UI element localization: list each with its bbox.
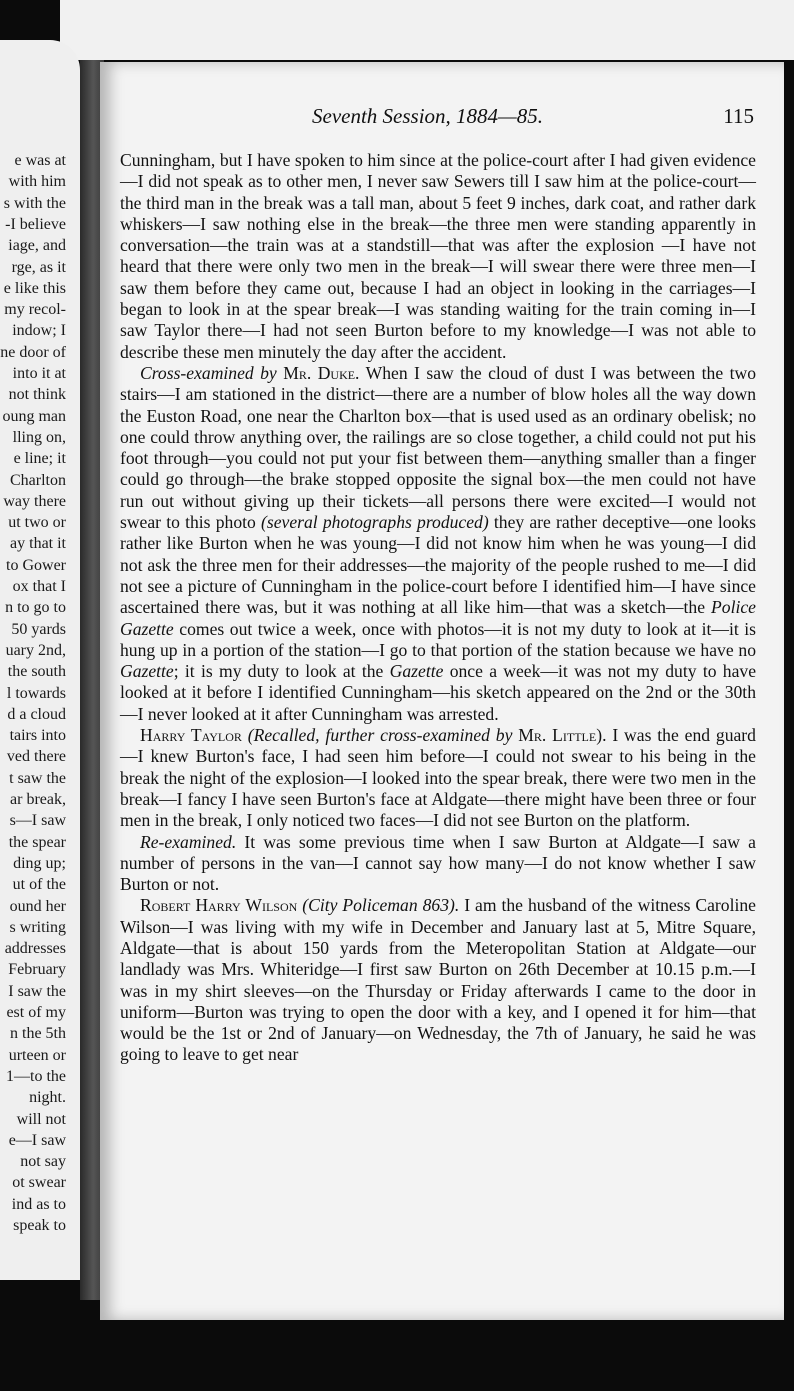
left-page-line: Charlton (10, 471, 66, 489)
paragraph-3-text: I was the end guard—I knew Burton's face, I had seen him before—I could not swear to his being in the break the night of the explosion—I looked into the spear break, there were two men in the break—I fancy I have seen Burton's face at Aldgate—there might have been three or four men in the break, I only noticed two faces—I did not see Burton on the platform. (120, 725, 756, 831)
paragraph-2 (120, 363, 756, 725)
left-page-line: iage, and (8, 237, 66, 255)
witness-name: Harry Taylor (140, 725, 242, 746)
re-examined-label: Re-examined. (140, 831, 237, 852)
examiner-name: Mr. Duke. (283, 362, 360, 383)
left-page-line: ut two or (8, 514, 66, 532)
left-page-line: ne door of (0, 343, 66, 361)
paragraph-2-text-a: When I saw the cloud of dust I was between the two stairs—I am stationed in the district—there are a number of blow holes all the way down the Euston Road, one near the Charlton box—that is used used as an ordinary obelisk; no one could throw anything over, the railings are so close together, a child could not put his foot through—you could not put your fist between them—anything smaller than a finger could go through—the brake stopped opposite the signal box—the men could not have run out without giving up their tickets—all persons there were excited—I would not swear to this photo (120, 362, 756, 533)
left-page-line: e—I saw (8, 1131, 66, 1149)
left-page-line: urteen or (8, 1046, 66, 1064)
left-page-line: tairs into (9, 727, 66, 745)
left-page-line: ay that it (10, 535, 66, 553)
publication-name: Gazette (389, 661, 444, 682)
left-page-line: the spear (8, 833, 66, 851)
paragraph-1: Cunningham, but I have spoken to him since at the police-court after I had given evidence—I did not speak as to other men, I never saw Sewers till I saw him at the police-court—the third man in the break was a tall man, about 5 feet 9 inches, dark coat, and rather dark whiskers—I saw nothing else in the break—the three men were standing apparently in conversation—the train was at a standstill—that was after the explosion —I have not heard that there were only two men in the break—I will swear there were three men—I saw them before they came out, because I had an object in looking in the carriages—I began to look in at the spear break—I was standing waiting for the train coming in—I saw Taylor there—I had not seen Burton before to my knowledge—I was not able to describe these men minutely the day after the accident. (120, 150, 756, 362)
left-page-fragment (0, 40, 80, 1280)
left-page-line: oung man (2, 407, 66, 425)
left-page-line: uary 2nd, (5, 641, 66, 659)
left-page-line: ound her (9, 897, 66, 915)
paragraph-2-text-d: ; it is my duty to look at the (173, 661, 384, 682)
left-page-line: not say (20, 1153, 66, 1171)
left-page-line: night. (29, 1089, 66, 1107)
background-strip (60, 0, 794, 60)
cross-examined-label: Cross-examined by (140, 362, 277, 383)
witness-status: (Recalled, further cross-examined by (247, 725, 513, 746)
left-page-line: lling on, (12, 428, 66, 446)
page-number: 115 (723, 104, 754, 128)
left-page-line: e like this (3, 279, 66, 297)
publication-name: Gazette (120, 661, 174, 682)
left-page-line: indow; I (12, 322, 66, 340)
left-page-line: rge, as it (11, 258, 66, 276)
left-page-line: I saw the (8, 982, 66, 1000)
paragraph-2-text-b: they are rather deceptive—one looks rather like Burton when he was young—I did not know him when he was young—I did not ask the three men for their addresses—the majority of the people rushed to me—I did not see a picture of Cunningham in the police-court before I identified him—I have since ascertained there was, but it was nothing at all like him—that was a sketch—the (120, 512, 756, 618)
left-page-line: t saw the (9, 769, 66, 787)
left-page-line: 50 yards (11, 620, 66, 638)
paragraph-4-text: It was some previous time when I saw Burton at Aldgate—I saw a number of persons in the van—I cannot say how many—I do not know whether I saw Burton or not. (120, 831, 756, 895)
left-page-line: the south (7, 663, 66, 681)
paragraph-3 (120, 725, 756, 831)
stage-direction: (several photographs produced) (261, 512, 489, 533)
paragraph-5-text: I am the husband of the witness Caroline Wilson—I was living with my wife in December and January last at 5, Mitre Square, Aldgate—that is about 150 yards from the Meteropolitan Station at Aldgate—our landlady was Mrs. Whiteridge—I first saw Burton on 26th December at 10.15 p.m.—I was in my shirt sleeves—on the Thursday or Friday afterwards I came to the door in uniform—Burton was trying to open the door with a key, and I opened it for him—that would be the 1st or 2nd of January—on Wednesday, the 7th of January, he said he was going to leave to get near (120, 895, 756, 1065)
main-page (100, 62, 784, 1320)
left-page-line: ved there (6, 748, 66, 766)
left-page-line: with him (8, 173, 66, 191)
left-page-line: ar break, (10, 791, 66, 808)
left-page-line: est of my (6, 1004, 66, 1021)
left-page-line: to Gower (6, 556, 66, 574)
running-header (100, 104, 784, 138)
left-page-line: s with the (3, 194, 66, 212)
left-page-line: l towards (6, 684, 66, 702)
left-page-line: addresses (4, 940, 66, 958)
left-page-line: d a cloud (7, 705, 66, 723)
paragraph-4 (120, 832, 756, 896)
left-page-line: s—I saw (9, 812, 66, 830)
paragraph-2-text-e: once a week—it was not my duty to have looked at it before I identified Cunningham—his sketch appeared on the 2nd or the 30th—I never looked at it after Cunningham was arrested. (120, 661, 756, 724)
publication-name: Police Gazette (120, 597, 756, 639)
left-page-line: ox that I (12, 578, 66, 595)
examiner-name: Mr. Little). (518, 725, 607, 746)
left-page-line: ut of the (12, 876, 66, 894)
left-page-line: ot swear (12, 1174, 66, 1192)
left-page-line: into it at (12, 365, 66, 382)
left-page-line: ind as to (11, 1195, 66, 1213)
left-page-line: my recol- (4, 301, 66, 319)
left-page-line: e line; it (13, 450, 66, 468)
left-page-line: s writing (9, 918, 66, 936)
witness-name: Robert Harry Wilson (140, 895, 298, 916)
paragraph-2-text-c: comes out twice a week, once with photos—it is not my duty to look at it—it is hung up in a portion of the station—I go to that portion of the station because we have no (120, 618, 756, 660)
witness-role: (City Policeman 863). (302, 895, 460, 916)
left-page-line: not think (8, 386, 66, 404)
left-page-line: n the 5th (10, 1025, 66, 1043)
left-page-line: February (8, 961, 66, 979)
left-page-line: way there (3, 492, 66, 510)
left-page-line: will not (16, 1110, 66, 1128)
page-body (120, 150, 756, 1066)
paragraph-5 (120, 895, 756, 1065)
left-page-line: e was at (14, 152, 66, 169)
running-title: Seventh Session, 1884—85. (312, 104, 543, 128)
left-page-line: n to go to (5, 599, 66, 617)
left-page-line: ding up; (13, 854, 66, 872)
left-page-line: 1—to the (6, 1067, 66, 1085)
left-page-line: -I believe (5, 215, 66, 233)
left-page-line: speak to (13, 1217, 66, 1234)
